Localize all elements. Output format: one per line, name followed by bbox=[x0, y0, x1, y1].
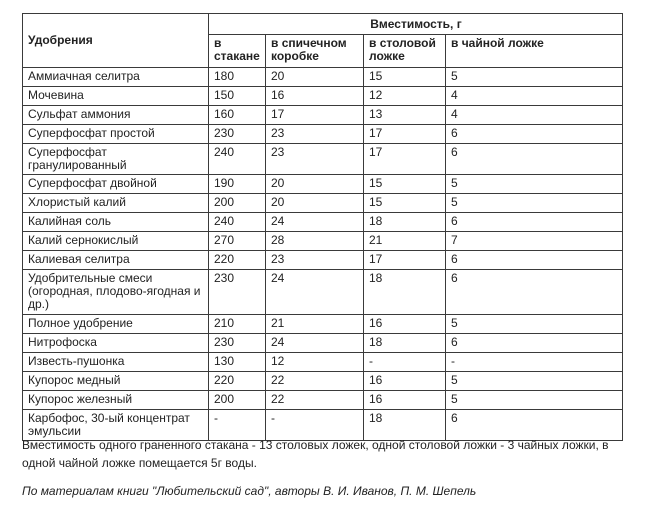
cell-tablespoon: 18 bbox=[364, 213, 446, 232]
cell-glass: 240 bbox=[209, 144, 266, 175]
capacity-table bbox=[22, 13, 623, 441]
table-row bbox=[23, 372, 623, 391]
cell-teaspoon: 6 bbox=[446, 251, 623, 270]
table-row bbox=[23, 270, 623, 315]
cell-tablespoon: 15 bbox=[364, 194, 446, 213]
table-body bbox=[23, 68, 623, 441]
cell-matchbox: 24 bbox=[266, 213, 364, 232]
cell-teaspoon: - bbox=[446, 353, 623, 372]
table-row bbox=[23, 315, 623, 334]
cell-teaspoon: 6 bbox=[446, 213, 623, 232]
cell-glass: 220 bbox=[209, 251, 266, 270]
cell-name: Суперфосфат простой bbox=[23, 125, 209, 144]
table-row bbox=[23, 175, 623, 194]
cell-name: Сульфат аммония bbox=[23, 106, 209, 125]
cell-teaspoon: 5 bbox=[446, 391, 623, 410]
cell-name: Хлористый калий bbox=[23, 194, 209, 213]
cell-name: Купорос медный bbox=[23, 372, 209, 391]
cell-glass: 130 bbox=[209, 353, 266, 372]
cell-glass: 180 bbox=[209, 68, 266, 87]
cell-glass: 200 bbox=[209, 194, 266, 213]
cell-matchbox: 16 bbox=[266, 87, 364, 106]
cell-teaspoon: 6 bbox=[446, 144, 623, 175]
cell-name: Известь-пушонка bbox=[23, 353, 209, 372]
cell-matchbox: 12 bbox=[266, 353, 364, 372]
cell-matchbox: 20 bbox=[266, 194, 364, 213]
cell-matchbox: - bbox=[266, 410, 364, 441]
cell-glass: 240 bbox=[209, 213, 266, 232]
cell-matchbox: 22 bbox=[266, 391, 364, 410]
cell-matchbox: 23 bbox=[266, 125, 364, 144]
table-row bbox=[23, 353, 623, 372]
cell-matchbox: 20 bbox=[266, 68, 364, 87]
cell-tablespoon: 21 bbox=[364, 232, 446, 251]
cell-teaspoon: 5 bbox=[446, 194, 623, 213]
cell-tablespoon: 18 bbox=[364, 270, 446, 315]
header-capacity: Вместимость, г bbox=[209, 14, 623, 35]
cell-tablespoon: - bbox=[364, 353, 446, 372]
cell-name: Аммиачная селитра bbox=[23, 68, 209, 87]
cell-name: Удобрительные смеси (огородная, плодово-ягодная и др.) bbox=[23, 270, 209, 315]
cell-name: Калийная соль bbox=[23, 213, 209, 232]
source-citation: По материалам книги "Любительский сад", авторы В. И. Иванов, П. М. Шепель bbox=[22, 484, 477, 498]
cell-glass: 200 bbox=[209, 391, 266, 410]
cell-glass: - bbox=[209, 410, 266, 441]
header-fertilizers: Удобрения bbox=[23, 14, 209, 68]
cell-glass: 230 bbox=[209, 125, 266, 144]
table-row bbox=[23, 68, 623, 87]
cell-tablespoon: 18 bbox=[364, 334, 446, 353]
cell-teaspoon: 5 bbox=[446, 315, 623, 334]
table-row bbox=[23, 251, 623, 270]
table-row bbox=[23, 232, 623, 251]
cell-tablespoon: 12 bbox=[364, 87, 446, 106]
cell-teaspoon: 6 bbox=[446, 270, 623, 315]
table-row bbox=[23, 106, 623, 125]
header-glass: в стакане bbox=[209, 35, 266, 68]
cell-name: Калиевая селитра bbox=[23, 251, 209, 270]
cell-teaspoon: 6 bbox=[446, 410, 623, 441]
cell-name: Нитрофоска bbox=[23, 334, 209, 353]
cell-glass: 270 bbox=[209, 232, 266, 251]
cell-tablespoon: 16 bbox=[364, 391, 446, 410]
table-row bbox=[23, 334, 623, 353]
cell-glass: 230 bbox=[209, 334, 266, 353]
cell-glass: 190 bbox=[209, 175, 266, 194]
table-header-row bbox=[23, 14, 623, 35]
cell-matchbox: 28 bbox=[266, 232, 364, 251]
cell-teaspoon: 5 bbox=[446, 68, 623, 87]
table-row bbox=[23, 213, 623, 232]
cell-tablespoon: 13 bbox=[364, 106, 446, 125]
cell-teaspoon: 4 bbox=[446, 106, 623, 125]
table-row bbox=[23, 87, 623, 106]
cell-tablespoon: 16 bbox=[364, 372, 446, 391]
cell-teaspoon: 4 bbox=[446, 87, 623, 106]
cell-name: Суперфосфат гранулированный bbox=[23, 144, 209, 175]
cell-matchbox: 22 bbox=[266, 372, 364, 391]
cell-tablespoon: 17 bbox=[364, 251, 446, 270]
cell-matchbox: 23 bbox=[266, 251, 364, 270]
header-matchbox: в спичечном коробке bbox=[266, 35, 364, 68]
header-tablespoon: в столовой ложке bbox=[364, 35, 446, 68]
cell-name: Суперфосфат двойной bbox=[23, 175, 209, 194]
cell-matchbox: 24 bbox=[266, 334, 364, 353]
cell-teaspoon: 6 bbox=[446, 334, 623, 353]
table-row bbox=[23, 194, 623, 213]
table-row bbox=[23, 144, 623, 175]
cell-teaspoon: 5 bbox=[446, 175, 623, 194]
cell-matchbox: 20 bbox=[266, 175, 364, 194]
cell-teaspoon: 5 bbox=[446, 372, 623, 391]
cell-glass: 150 bbox=[209, 87, 266, 106]
cell-matchbox: 24 bbox=[266, 270, 364, 315]
cell-glass: 230 bbox=[209, 270, 266, 315]
table-row bbox=[23, 125, 623, 144]
cell-tablespoon: 15 bbox=[364, 68, 446, 87]
cell-tablespoon: 16 bbox=[364, 315, 446, 334]
capacity-note: Вместимость одного граненного стакана - 13 столовых ложек, одной столовой ложки - 3 чайных ложки, в одной чайной ложке помещается 5г воды. bbox=[22, 438, 609, 470]
header-teaspoon: в чайной ложке bbox=[446, 35, 623, 68]
cell-name: Карбофос, 30-ый концентрат эмульсии bbox=[23, 410, 209, 441]
cell-name: Полное удобрение bbox=[23, 315, 209, 334]
cell-glass: 220 bbox=[209, 372, 266, 391]
cell-name: Купорос железный bbox=[23, 391, 209, 410]
cell-glass: 160 bbox=[209, 106, 266, 125]
cell-glass: 210 bbox=[209, 315, 266, 334]
cell-tablespoon: 15 bbox=[364, 175, 446, 194]
cell-name: Калий сернокислый bbox=[23, 232, 209, 251]
cell-tablespoon: 17 bbox=[364, 125, 446, 144]
cell-matchbox: 17 bbox=[266, 106, 364, 125]
cell-teaspoon: 7 bbox=[446, 232, 623, 251]
table-row bbox=[23, 391, 623, 410]
cell-tablespoon: 18 bbox=[364, 410, 446, 441]
cell-name: Мочевина bbox=[23, 87, 209, 106]
cell-tablespoon: 17 bbox=[364, 144, 446, 175]
cell-matchbox: 21 bbox=[266, 315, 364, 334]
cell-teaspoon: 6 bbox=[446, 125, 623, 144]
cell-matchbox: 23 bbox=[266, 144, 364, 175]
